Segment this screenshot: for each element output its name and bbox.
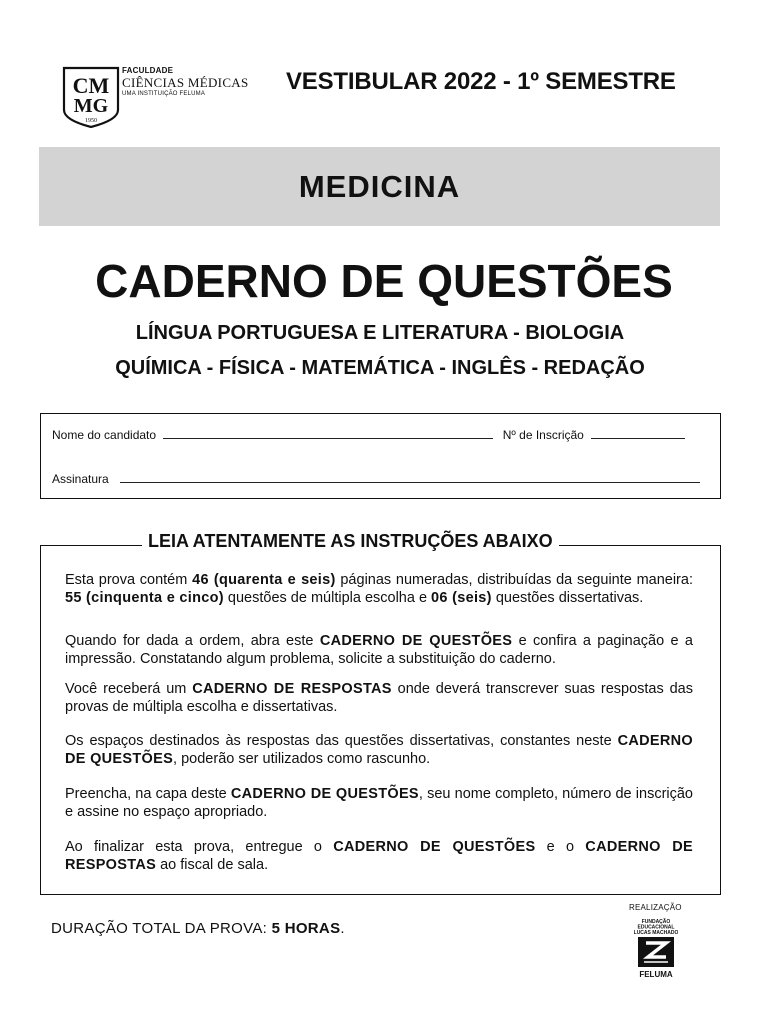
instructions-title: LEIA ATENTAMENTE AS INSTRUÇÕES ABAIXO xyxy=(142,531,559,552)
logo-subtitle: UMA INSTITUIÇÃO FELUMA xyxy=(122,91,206,97)
candidate-row xyxy=(52,428,685,442)
page-title: CADERNO DE QUESTÕES xyxy=(95,255,673,307)
cmmg-crest-icon xyxy=(62,66,120,128)
candidate-info-box xyxy=(40,413,721,499)
subjects-line-2: QUÍMICA - FÍSICA - MATEMÁTICA - INGLÊS - REDAÇÃO xyxy=(115,357,645,379)
svg-text:EDUCACIONAL: EDUCACIONAL xyxy=(637,924,675,931)
candidate-name-field[interactable] xyxy=(163,428,493,439)
svg-text:CM: CM xyxy=(72,73,110,98)
svg-text:MG: MG xyxy=(73,95,109,117)
logo-name: CIÊNCIAS MÉDICAS xyxy=(122,75,249,90)
logo-text xyxy=(122,66,249,98)
course-name: MEDICINA xyxy=(298,169,461,204)
candidate-name-label: Nome do candidato xyxy=(52,428,157,442)
svg-text:1950: 1950 xyxy=(85,118,97,124)
instruction-paragraph: Ao finalizar esta prova, entregue o CADERNO DE QUESTÕES e o CADERNO DE RESPOSTAS ao fiscal de sala. xyxy=(65,839,693,873)
realization-label: REALIZAÇÃO xyxy=(629,903,682,912)
instruction-paragraph: Os espaços destinados às respostas das questões dissertativas, constantes neste CADERNO DE QUESTÕES, poderão ser utilizados como rascunho. xyxy=(65,733,693,767)
svg-text:FELUMA: FELUMA xyxy=(639,970,673,979)
feluma-logo-icon xyxy=(634,917,678,979)
signature-label: Assinatura xyxy=(52,472,109,486)
signature-row xyxy=(52,472,700,486)
instruction-paragraph: Esta prova contém 46 (quarenta e seis) páginas numeradas, distribuídas da seguinte maneira: 55 (cinquenta e cinco) questões de múltipla escolha e 06 (seis) questões dissertativas. xyxy=(65,572,693,606)
instruction-paragraph: Quando for dada a ordem, abra este CADERNO DE QUESTÕES e confira a paginação e a impressão. Constatando algum problema, solicite a substituição do caderno. xyxy=(65,633,693,667)
registration-label: Nº de Inscrição xyxy=(502,428,584,442)
subjects-line-1: LÍNGUA PORTUGUESA E LITERATURA - BIOLOGIA xyxy=(135,322,625,344)
exam-duration: DURAÇÃO TOTAL DA PROVA: 5 HORAS. xyxy=(51,920,345,937)
instruction-paragraph: Preencha, na capa deste CADERNO DE QUESTÕES, seu nome completo, número de inscrição e assine no espaço apropriado. xyxy=(65,786,694,820)
svg-text:LUCAS MACHADO: LUCAS MACHADO xyxy=(634,930,678,936)
instruction-paragraph: Você receberá um CADERNO DE RESPOSTAS onde deverá transcrever suas respostas das provas de múltipla escolha e dissertativas. xyxy=(65,681,693,715)
institution-logo xyxy=(62,66,262,130)
registration-field[interactable] xyxy=(591,428,685,439)
course-band xyxy=(39,147,720,226)
svg-text:FUNDAÇÃO: FUNDAÇÃO xyxy=(641,919,671,925)
logo-faculty-label: FACULDADE xyxy=(122,66,174,75)
signature-field[interactable] xyxy=(120,472,700,483)
exam-title: VESTIBULAR 2022 - 1º SEMESTRE xyxy=(286,68,676,95)
